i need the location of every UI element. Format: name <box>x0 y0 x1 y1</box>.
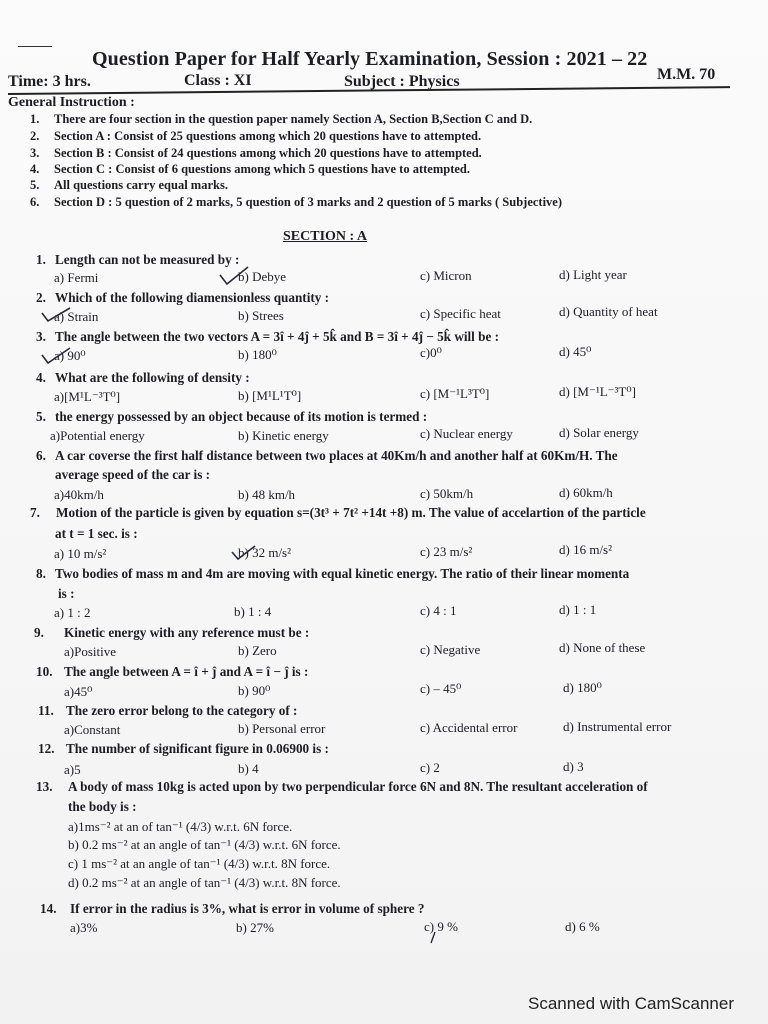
option-d: d) 180⁰ <box>563 680 602 695</box>
question-8: 8. Two bodies of mass m and 4m are moving with equal kinetic energy. The ratio of their linear momenta <box>36 566 630 581</box>
instruction-number: 2. <box>30 129 40 143</box>
tick-mark-icon <box>218 265 252 287</box>
question-text: The angle between A = î + ĵ and A = î − ĵ is : <box>64 664 309 679</box>
option-b: b) Kinetic energy <box>238 428 329 443</box>
option-c: c) 1 ms⁻² at an angle of tan⁻¹ (4/3) w.r.t. 8N force. <box>68 856 331 871</box>
instruction-item <box>30 129 481 144</box>
option-d: d) 0.2 ms⁻² at an angle of tan⁻¹ (4/3) w.r.t. 8N force. <box>68 875 341 890</box>
instruction-item <box>30 178 228 193</box>
instruction-text: Section B : Consist of 24 questions among which 20 questions have to attempted. <box>54 146 482 160</box>
paper-title: Question Paper for Half Yearly Examination, Session : 2021 – 22 <box>92 48 648 70</box>
class-label: Class : XI <box>184 72 252 89</box>
option-b: b) 48 km/h <box>238 487 296 502</box>
option-d: d) [M⁻¹L⁻³T⁰] <box>559 384 636 399</box>
tick-mark-icon <box>230 543 258 563</box>
question-3: 3. The angle between the two vectors A = 3î + 4ĵ + 5k̂ and B = 3î + 4ĵ − 5k̂ will be : <box>36 329 500 344</box>
general-instruction-heading: General Instruction : <box>8 95 135 110</box>
instruction-text: Section C : Consist of 6 questions among which 5 questions have to attempted. <box>54 162 470 176</box>
subject-label: Subject : Physics <box>344 73 460 90</box>
option-c: c) 23 m/s² <box>420 544 473 559</box>
option-c: c) Negative <box>420 642 481 657</box>
option-b: b) Debye <box>238 269 287 284</box>
instruction-item <box>30 112 532 127</box>
question-7: 7. Motion of the particle is given by equation s=(3t³ + 7t² +14t +8) m. The value of accelartion of the particle <box>30 505 646 520</box>
question-6-continued: average speed of the car is : <box>55 467 211 482</box>
option-d: d) 60km/h <box>559 485 613 500</box>
option-a: a)[M¹L⁻³T⁰] <box>54 389 121 404</box>
instruction-number: 5. <box>30 178 40 192</box>
option-c: c) 50km/h <box>420 486 474 501</box>
option-d: d) None of these <box>559 640 646 655</box>
question-text: If error in the radius is 3%, what is error in volume of sphere ? <box>70 901 425 916</box>
question-14: 14. If error in the radius is 3%, what is error in volume of sphere ? <box>40 901 425 916</box>
instruction-text: All questions carry equal marks. <box>54 178 228 192</box>
option-b: b) 180⁰ <box>238 347 277 362</box>
instruction-number: 4. <box>30 162 40 176</box>
option-a: a)Potential energy <box>50 428 145 443</box>
option-d: d) Instrumental error <box>563 719 672 734</box>
question-11: 11. The zero error belong to the category of : <box>38 703 298 718</box>
option-d: d) 1 : 1 <box>559 602 597 617</box>
option-b: b) 90⁰ <box>238 683 271 698</box>
instruction-number: 3. <box>30 146 40 160</box>
scanner-watermark: Scanned with CamScanner <box>527 994 734 1013</box>
question-text: Length can not be measured by : <box>55 252 240 267</box>
question-13-continued: the body is : <box>68 799 137 814</box>
option-d: d) 45⁰ <box>559 344 592 359</box>
option-a: a)1ms⁻² at an of tan⁻¹ (4/3) w.r.t. 6N force. <box>68 819 293 834</box>
option-a: a)45⁰ <box>64 684 93 699</box>
question-7-continued: at t = 1 sec. is : <box>55 526 138 541</box>
question-4: 4. What are the following of density : <box>36 370 250 385</box>
instruction-item <box>30 146 482 161</box>
question-text: Two bodies of mass m and 4m are moving with equal kinetic energy. The ratio of their linear momenta <box>55 566 630 581</box>
question-text: The zero error belong to the category of : <box>66 703 298 718</box>
question-text: Kinetic energy with any reference must be : <box>64 625 310 640</box>
option-b: b) 27% <box>236 920 274 935</box>
instruction-number: 6. <box>30 195 40 209</box>
option-c: c) – 45⁰ <box>420 681 462 696</box>
question-13: 13. A body of mass 10kg is acted upon by two perpendicular force 6N and 8N. The resultant acceleration of <box>36 779 648 794</box>
question-text: the energy possessed by an object because of its motion is termed : <box>55 409 428 424</box>
top-margin-line <box>18 46 52 47</box>
instruction-text: Section D : 5 question of 2 marks, 5 question of 3 marks and 2 question of 5 marks ( Subjective) <box>54 195 563 209</box>
instruction-item <box>30 162 470 177</box>
question-8-continued: is : <box>58 586 75 601</box>
option-c: c) [M⁻¹L³T⁰] <box>420 386 490 401</box>
question-9: 9. Kinetic energy with any reference must be : <box>34 625 310 640</box>
question-text: What are the following of density : <box>55 370 250 385</box>
option-b: b) Strees <box>238 308 284 323</box>
question-2: 2. Which of the following diamensionless quantity : <box>36 290 330 305</box>
option-c: c) Accidental error <box>420 720 518 735</box>
option-c: c) 2 <box>420 760 440 775</box>
option-a: a) Strain <box>54 309 99 324</box>
option-b: b) [M¹L¹T⁰] <box>238 388 302 403</box>
option-a: a)5 <box>64 762 81 777</box>
option-a: a)Constant <box>64 722 121 737</box>
option-b: b) Zero <box>238 643 277 658</box>
option-c: c) 9 % <box>424 919 458 934</box>
option-b: b) 4 <box>238 761 259 776</box>
option-a: a) 1 : 2 <box>54 605 91 620</box>
option-a: a)Positive <box>64 644 116 659</box>
option-c: c) Nuclear energy <box>420 426 513 441</box>
instruction-number: 1. <box>30 112 40 126</box>
question-text: The number of significant figure in 0.06900 is : <box>66 741 329 756</box>
instruction-text: There are four section in the question paper namely Section A, Section B,Section C and D. <box>54 112 533 126</box>
option-c: c) Specific heat <box>420 306 501 321</box>
pen-mark-icon <box>426 930 440 946</box>
question-1: 1. Length can not be measured by : <box>36 252 240 267</box>
option-c: c) Micron <box>420 268 472 283</box>
option-c: c)0⁰ <box>420 345 442 360</box>
option-a: a) Fermi <box>54 270 99 285</box>
question-text: A car coverse the first half distance between two places at 40Km/h and another half at 60Km/H. The <box>55 448 618 463</box>
instruction-item <box>30 195 562 210</box>
question-12: 12. The number of significant figure in 0.06900 is : <box>38 741 329 756</box>
option-b: b) Personal error <box>238 721 326 736</box>
option-d: d) 6 % <box>565 919 600 934</box>
option-b: b) 0.2 ms⁻² at an angle of tan⁻¹ (4/3) w.r.t. 6N force. <box>68 837 341 852</box>
option-a: a)40km/h <box>54 487 104 502</box>
option-a: a)3% <box>70 920 98 935</box>
option-a: a) 10 m/s² <box>54 546 107 561</box>
section-a-heading: SECTION : A <box>283 229 368 244</box>
question-6: 6. A car coverse the first half distance between two places at 40Km/h and another half at 60Km/H. The <box>36 448 618 463</box>
question-5: 5. the energy possessed by an object because of its motion is termed : <box>36 409 428 424</box>
question-text: Which of the following diamensionless quantity : <box>55 290 330 305</box>
question-text: Motion of the particle is given by equation s=(3t³ + 7t² +14t +8) m. The value of accelartion of the particle <box>56 505 646 520</box>
tick-mark-icon <box>40 345 74 367</box>
option-b: b) 1 : 4 <box>234 604 272 619</box>
option-d: d) Solar energy <box>559 425 639 440</box>
option-b: b) 32 m/s² <box>238 545 292 560</box>
question-10: 10. The angle between A = î + ĵ and A = î − ĵ is : <box>36 664 309 679</box>
option-d: d) 16 m/s² <box>559 542 613 557</box>
option-c: c) 4 : 1 <box>420 603 457 618</box>
tick-mark-icon <box>40 305 74 325</box>
instruction-text: Section A : Consist of 25 questions among which 20 questions have to attempted. <box>54 129 482 143</box>
max-marks-label: M.M. 70 <box>657 66 716 83</box>
question-text: The angle between the two vectors A = 3î + 4ĵ + 5k̂ and B = 3î + 4ĵ − 5k̂ will be : <box>55 329 500 344</box>
option-d: d) Light year <box>559 267 627 282</box>
time-label: Time: 3 hrs. <box>8 73 91 90</box>
option-a: a) 90⁰ <box>54 348 86 363</box>
option-d: d) 3 <box>563 759 584 774</box>
option-d: d) Quantity of heat <box>559 304 658 319</box>
question-text: A body of mass 10kg is acted upon by two perpendicular force 6N and 8N. The resultant acceleration of <box>68 779 648 794</box>
